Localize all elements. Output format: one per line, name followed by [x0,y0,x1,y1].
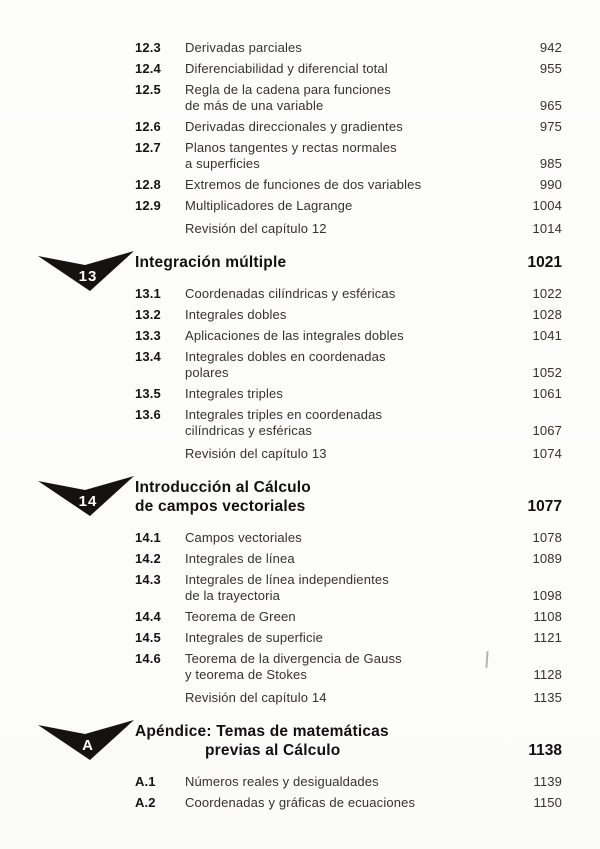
entry-number: 14.3 [135,572,161,587]
entry-number: 14.2 [135,551,161,566]
entry-title-line: Revisión del capítulo 13 [185,446,327,461]
toc-entry-row [135,82,562,114]
entry-page-number: 1089 [532,551,562,566]
entry-title-line: a superficies [185,156,260,171]
entry-number: 13.6 [135,407,161,422]
entry-title [185,119,516,135]
toc-entry-row [135,530,562,546]
entry-page-number: 990 [539,177,562,192]
toc-entry-row [135,349,562,381]
toc-entry-row [135,572,562,604]
chapter-heading-line: Integración múltiple [135,254,287,271]
chapter-heading-line: previas al Cálculo [205,742,341,759]
entry-page-number: 1078 [532,530,562,545]
entry-title [185,651,516,683]
entry-title [185,286,516,302]
chapter-page-number: 1138 [528,742,562,759]
entry-number: 12.4 [135,61,161,76]
toc-entry-row [135,795,562,811]
entry-title [185,690,516,706]
chapter-badge [38,476,134,516]
chapter-heading-lines [135,478,516,516]
toc-entry-row [135,328,562,344]
entry-page-number: 1004 [532,198,562,213]
entry-number: 14.5 [135,630,161,645]
chapter-heading-lines [135,253,516,272]
entry-number: A.1 [135,774,156,789]
entry-page-number: 1139 [533,774,562,789]
entry-title-line: Integrales dobles en coordenadas [185,349,386,364]
entry-title-line: Coordenadas cilíndricas y esféricas [185,286,396,301]
toc-entry-row [135,609,562,625]
entry-title-line: Derivadas direccionales y gradientes [185,119,403,134]
entry-title-line: Integrales de superficie [185,630,324,645]
toc-entry-row [135,286,562,302]
entry-title-line: Integrales de línea [185,551,295,566]
entry-title [185,221,516,237]
entry-title [185,530,516,546]
entry-title-line: Revisión del capítulo 12 [185,221,327,236]
entry-number: 13.5 [135,386,161,401]
chapter-heading-line: Apéndice: Temas de matemáticas [135,723,389,740]
entry-title [185,61,516,77]
entry-page-number: 975 [539,119,562,134]
entry-title-line: Revisión del capítulo 14 [185,690,327,705]
toc-entry-row [135,774,562,790]
toc-entry-row [135,119,562,135]
entry-title-line: polares [185,365,229,380]
entry-page-number: 985 [539,156,562,171]
chapter-heading-lines [135,722,516,760]
entry-page-number: 1098 [532,588,562,603]
entry-page-number: 1022 [532,286,562,301]
entry-title [185,328,516,344]
entry-page-number: 1135 [533,690,562,705]
entry-number: 13.2 [135,307,161,322]
entry-title-line: Extremos de funciones de dos variables [185,177,422,192]
entry-title [185,177,516,193]
entry-page-number: 1108 [533,609,562,624]
entry-page-number: 1052 [532,365,562,380]
entry-title [185,630,516,646]
entry-title-line: Diferenciabilidad y diferencial total [185,61,388,76]
toc-entry-row [135,221,562,237]
entry-title [185,386,516,402]
entry-title [185,572,516,604]
toc-entry-row [135,307,562,323]
entry-title [185,407,516,439]
entry-page-number: 955 [539,61,562,76]
entry-number: 14.6 [135,651,161,666]
entry-title-line: Planos tangentes y rectas normales [185,140,397,155]
entry-page-number: 942 [539,40,562,55]
entry-title-line: y teorema de Stokes [185,667,308,682]
entry-title-line: Integrales triples en coordenadas [185,407,383,422]
entry-number: 12.3 [135,40,161,55]
entry-title-line: Integrales triples [185,386,284,401]
entry-title-line: Integrales de línea independientes [185,572,389,587]
toc-entry-row [135,198,562,214]
entry-title-line: Integrales dobles [185,307,287,322]
entry-page-number: 1128 [533,667,562,682]
entry-number: 12.5 [135,82,161,97]
chapter-heading-row [78,478,562,516]
entry-page-number: 1014 [532,221,562,236]
entry-title [185,198,516,214]
entry-page-number: 1041 [532,328,562,343]
entry-page-number: 1074 [532,446,562,461]
entry-title [185,349,516,381]
entry-title [185,609,516,625]
toc-entry-row [135,407,562,439]
chapter-badge-label: 14 [78,493,98,510]
entry-page-number: 1121 [533,630,562,645]
entry-title-line: Números reales y desigualdades [185,774,379,789]
toc-entry-row [135,386,562,402]
entry-number: A.2 [135,795,156,810]
entry-title [185,774,516,790]
entry-number: 12.7 [135,140,161,155]
entry-title-line: de la trayectoria [185,588,281,603]
entry-title [185,40,516,56]
chapter-badge [38,720,134,760]
entry-title-line: Teorema de la divergencia de Gauss [185,651,402,666]
entry-title-line: Teorema de Green [185,609,296,624]
entry-number: 13.3 [135,328,161,343]
entry-title-line: Aplicaciones de las integrales dobles [185,328,404,343]
entry-page-number: 1150 [533,795,562,810]
entry-title-line: Coordenadas y gráficas de ecuaciones [185,795,416,810]
chapter-heading-row [82,722,562,760]
toc-entry-row [135,40,562,56]
entry-title [185,795,516,811]
entry-number: 14.4 [135,609,161,624]
entry-number: 12.6 [135,119,161,134]
entry-page-number: 1061 [532,386,562,401]
chapter-badge-label: 13 [78,268,98,285]
chapter-heading-line: de campos vectoriales [135,498,306,515]
entry-title-line: Multiplicadores de Lagrange [185,198,353,213]
chapter-heading-row [78,253,562,285]
entry-number: 12.8 [135,177,161,192]
entry-title [185,140,516,172]
chapter-page-number: 1077 [527,498,562,515]
entry-number: 14.1 [135,530,161,545]
toc-entry-row [135,446,562,462]
chapter-page-number: 1021 [527,254,562,271]
entry-title-line: Derivadas parciales [185,40,303,55]
entry-number: 13.1 [135,286,161,301]
toc-entry-row [135,177,562,193]
entry-page-number: 1067 [532,423,562,438]
entry-title-line: Regla de la cadena para funciones [185,82,391,97]
entry-title [185,446,516,462]
chapter-badge [38,251,134,291]
toc-entry-row [135,651,562,683]
entry-title [185,82,516,114]
entry-title-line: cilíndricas y esféricas [185,423,312,438]
chapter-heading-line: Introducción al Cálculo [135,479,311,496]
entry-title [185,551,516,567]
toc-entry-row [135,61,562,77]
entry-page-number: 1028 [532,307,562,322]
entry-title-line: Campos vectoriales [185,530,302,545]
toc-entry-row [135,551,562,567]
toc-entry-row [135,140,562,172]
toc-entry-row [135,690,562,706]
entry-number: 12.9 [135,198,161,213]
toc-entry-row [135,630,562,646]
entry-title [185,307,516,323]
chapter-badge-label: A [82,737,94,754]
entry-number: 13.4 [135,349,161,364]
entry-page-number: 965 [539,98,562,113]
entry-title-line: de más de una variable [185,98,324,113]
